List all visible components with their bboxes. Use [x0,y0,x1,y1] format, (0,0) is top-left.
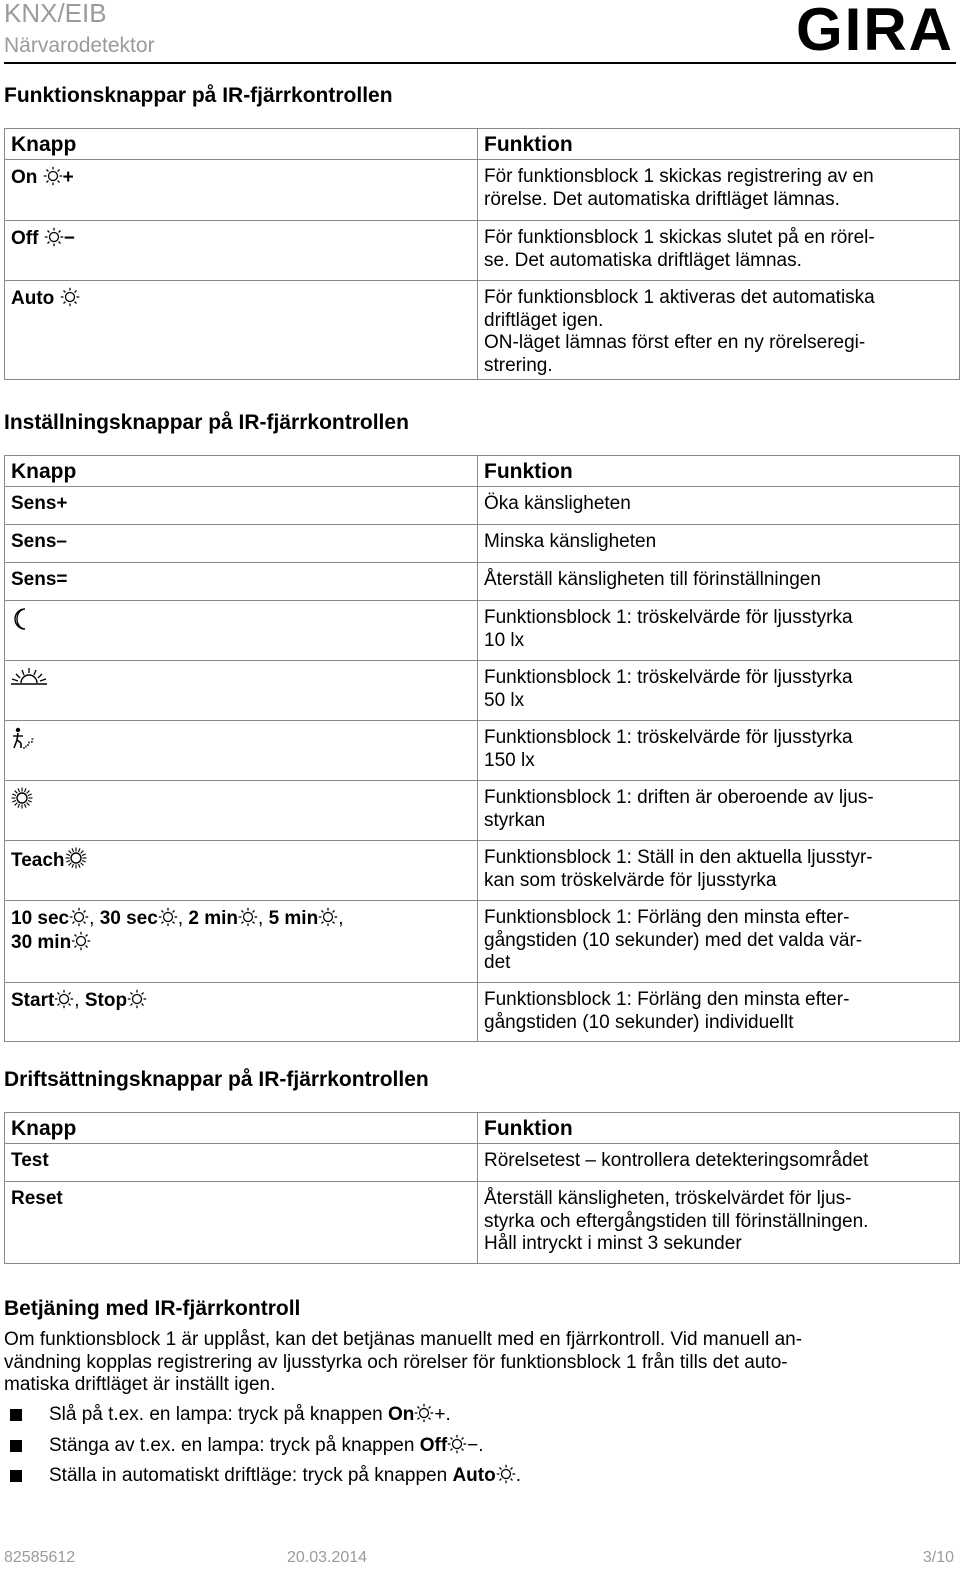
function-cell [478,841,960,901]
table-row [5,1182,960,1264]
table-row [5,221,960,281]
table-row [5,901,960,983]
key-label: Sens– [11,531,67,552]
function-cell [478,160,960,221]
key-label: 30 sec [99,908,158,929]
key-label: Teach [11,850,65,871]
key-label: Auto [11,288,55,309]
sunset-icon [11,667,47,687]
key-cell [5,661,478,721]
section-title-remote-operation: Betjäning med IR-fjärrkontroll [4,1297,301,1320]
key-cell [5,563,478,601]
key-cell [5,281,478,380]
key-suffix: − [63,228,75,249]
bullet-text: Stänga av t.ex. en lampa: tryck på knappen [49,1434,420,1456]
table-row [5,721,960,781]
table-row [5,601,960,661]
sun-icon [71,931,91,951]
table-row [5,487,960,525]
column-header-function: Funktion [478,456,960,487]
list-item [4,1400,954,1431]
footer-date: 20.03.2014 [287,1549,368,1566]
bullet-square-icon [10,1470,22,1482]
sun-auto-icon [60,287,80,307]
table-header-row [5,129,960,160]
table-header-row [5,456,960,487]
table-row [5,983,960,1042]
section-title-commissioning-keys: Driftsättningsknappar på IR-fjärrkontrollen [4,1068,429,1091]
function-cell [478,1182,960,1264]
key-label: 2 min [188,908,238,929]
bullet-suffix: . [515,1465,521,1486]
function-text: För funktionsblock 1 skickas slutet på en rörel- se. Det automatiska driftläget lämnas. [484,227,875,271]
sun-icon [318,907,338,927]
page-header [4,0,956,62]
key-suffix: + [62,167,74,188]
moon-icon [11,607,33,631]
function-cell [478,487,960,525]
key-label: 5 min [268,908,319,929]
sun-icon [447,1434,467,1454]
sun-icon [158,907,178,927]
table-row [5,281,960,380]
key-cell: 10 sec , 30 sec , 2 min , 5 min , 30 min [5,901,478,983]
column-header-key: Knapp [5,129,478,160]
header-title: KNX/EIB [4,0,107,28]
function-text: Rörelsetest – kontrollera detekteringsområdet [484,1150,869,1171]
function-text: Funktionsblock 1: tröskelvärde för ljusstyrka 150 lx [484,727,853,771]
function-cell [478,721,960,781]
table-row [5,661,960,721]
table-header-row [5,1113,960,1144]
function-cell [478,661,960,721]
function-cell [478,525,960,563]
function-cell [478,281,960,380]
sun-icon [414,1403,434,1423]
key-cell [5,781,478,841]
key-cell [5,721,478,781]
function-text: Återställ känsligheten till förinställningen [484,569,821,590]
section-title-settings-keys: Inställningsknappar på IR-fjärrkontrollen [4,411,409,434]
bright-sun-icon [65,847,87,869]
key-cell [5,221,478,281]
function-text: Funktionsblock 1: Förläng den minsta efter- gångstiden (10 sekunder) individuellt [484,989,850,1033]
table-row [5,563,960,601]
table-row [5,160,960,221]
key-label: Test [11,1150,49,1171]
person-stairs-icon [11,727,37,751]
key-label: Sens= [11,569,68,590]
sun-icon [127,989,147,1009]
svg-text:GIRA: GIRA [796,0,954,56]
key-cell [5,160,478,221]
key-cell [5,1144,478,1182]
section-title-function-keys: Funktionsknappar på IR-fjärrkontrollen [4,84,393,107]
key-label: Stop [84,990,128,1011]
table-row [5,525,960,563]
function-text: Funktionsblock 1: Ställ in den aktuella ljusstyr- kan som tröskelvärde för ljusstyrka [484,847,873,891]
sun-icon [54,989,74,1009]
function-keys-table [4,128,960,380]
sun-icon [238,907,258,927]
bullet-text: Slå på t.ex. en lampa: tryck på knappen [49,1404,389,1425]
bullet-text: Ställa in automatiskt driftläge: tryck på knappen [49,1465,453,1486]
key-cell [5,1182,478,1264]
function-text: Funktionsblock 1: tröskelvärde för ljusstyrka 10 lx [484,607,853,651]
column-header-function: Funktion [478,129,960,160]
bullet-suffix: +. [434,1404,451,1425]
column-header-function: Funktion [478,1113,960,1144]
table-row [5,1144,960,1182]
list-item [4,1461,954,1492]
key-label: On [388,1404,415,1425]
function-text: Funktionsblock 1: driften är oberoende av ljus- styrkan [484,787,874,831]
key-cell [5,525,478,563]
page-footer [4,1549,954,1571]
key-label: Off [11,228,39,249]
operation-list [4,1400,954,1492]
bullet-square-icon [10,1440,22,1452]
settings-keys-table [4,455,960,1042]
gira-logo [778,0,956,56]
function-text: För funktionsblock 1 skickas registrering av en rörelse. Det automatiska driftläget lämnas. [484,166,874,210]
key-label: 30 min [11,931,72,953]
function-cell [478,563,960,601]
function-text: För funktionsblock 1 aktiveras det automatiska driftläget igen. ON-läget lämnas först efter en ny rörelseregi- strering. [484,287,875,376]
function-cell [478,781,960,841]
sun-plus-icon [43,166,63,186]
page-number: 3/10 [922,1549,954,1566]
function-text: Öka känsligheten [484,493,631,514]
key-label: Sens+ [11,493,68,514]
key-label: 10 sec [11,908,70,929]
header-subtitle: Närvarodetektor [4,34,155,57]
key-label: Off [419,1434,448,1456]
function-text: Funktionsblock 1: tröskelvärde för ljusstyrka 50 lx [484,667,853,711]
bright-sun-icon [11,787,33,809]
column-header-key: Knapp [5,1113,478,1144]
commissioning-keys-table [4,1112,960,1264]
key-label: Start [11,990,55,1011]
list-item [4,1431,954,1462]
function-cell [478,1144,960,1182]
table-row [5,841,960,901]
sun-minus-icon [44,227,64,247]
header-rule [4,62,956,64]
key-label: Auto [452,1465,496,1486]
sun-icon [69,907,89,927]
function-cell [478,601,960,661]
key-label: On [11,167,38,188]
key-cell: Start , Stop [5,983,478,1042]
key-cell [5,841,478,901]
function-text: Minska känsligheten [484,531,657,552]
sun-icon [496,1464,516,1484]
function-cell [478,901,960,983]
key-cell [5,601,478,661]
column-header-key: Knapp [5,456,478,487]
function-cell [478,221,960,281]
bullet-square-icon [10,1409,22,1421]
function-text: Återställ känsligheten, tröskelvärdet för ljus- styrka och eftergångstiden till förinställningen. Håll intryckt i minst 3 sekunder [484,1188,869,1255]
function-text: Funktionsblock 1: Förläng den minsta efter- gångstiden (10 sekunder) med det valda vär- det [484,907,863,974]
bullet-suffix: −. [467,1434,484,1456]
key-label: Reset [11,1188,63,1209]
table-row [5,781,960,841]
key-cell [5,487,478,525]
function-cell [478,983,960,1042]
operation-paragraph: Om funktionsblock 1 är upplåst, kan det betjänas manuellt med en fjärrkontroll. Vid manuell an- vändning kopplas registrering av ljusstyrka och rörelser för funktionsblock 1 från tills det auto- matiska driftläget är inställt igen. [4,1329,803,1396]
doc-number: 82585612 [4,1549,76,1566]
